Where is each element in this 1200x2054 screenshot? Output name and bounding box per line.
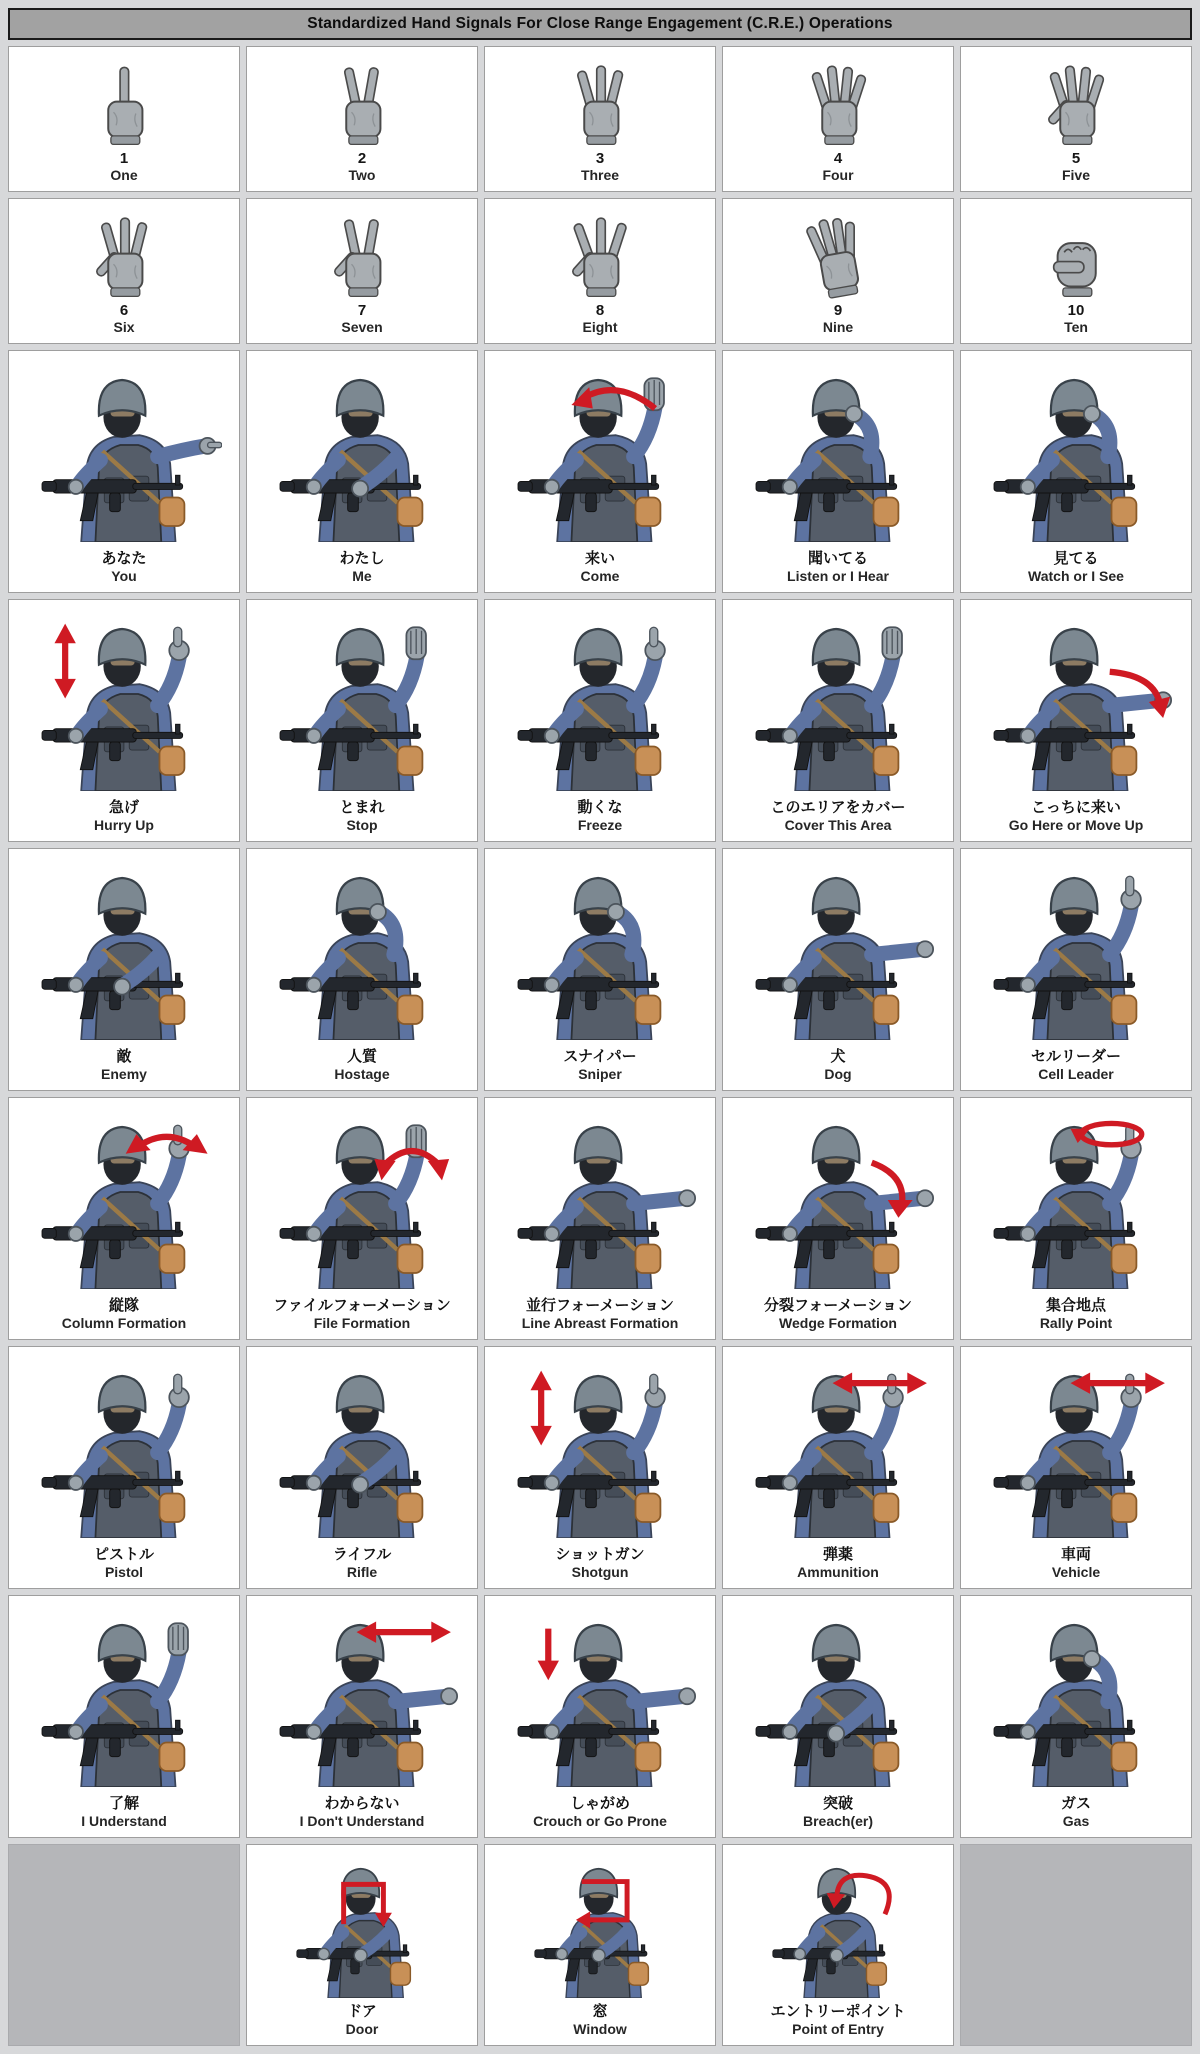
soldier-fist-up-art	[725, 1353, 951, 1546]
number-label: 6	[119, 301, 129, 319]
signal-label-english: Hurry Up	[94, 816, 154, 833]
signal-label-english: Vehicle	[1051, 1563, 1101, 1580]
signal-label-english: Stop	[346, 816, 378, 833]
soldier-back-arm-bent-icon	[740, 862, 936, 1040]
soldier-arm-sweep-icon	[978, 613, 1174, 791]
signal-row-2	[8, 198, 1192, 344]
signal-label-japanese: わからない	[324, 1794, 400, 1812]
hand-six-icon	[78, 205, 170, 301]
soldier-fingers-raised-art	[963, 855, 1189, 1048]
signal-label-japanese: 人質	[346, 1047, 377, 1065]
hand-six-art	[11, 205, 237, 302]
number-label: 4	[833, 149, 843, 167]
signal-label-english: Breach(er)	[802, 1812, 874, 1829]
soldier-pistol-gesture-art	[11, 855, 237, 1048]
signal-label-japanese: こっちに来い	[1031, 798, 1121, 816]
cell-come	[484, 350, 716, 593]
signal-label-english: Cover This Area	[784, 816, 892, 833]
soldier-two-fingers-up-icon	[26, 1111, 222, 1289]
number-label: 2	[357, 149, 367, 167]
cell-breach-er	[722, 1595, 954, 1838]
cell-file-formation	[246, 1097, 478, 1340]
signal-label-english: Hostage	[334, 1065, 390, 1082]
signal-label-japanese: 窓	[592, 2002, 608, 2020]
signal-label-japanese: セルリーダー	[1030, 1047, 1121, 1065]
cell-sniper	[484, 848, 716, 1091]
signal-row-9	[8, 1844, 1192, 2046]
cell-stop	[246, 599, 478, 842]
soldier-finger-up-art	[11, 1353, 237, 1546]
cell-window	[484, 1844, 716, 2046]
soldier-weapon-ready-art	[725, 1851, 951, 2003]
signal-row-8	[8, 1595, 1192, 1838]
number-word-label: Six	[113, 318, 135, 335]
signal-label-japanese: 急げ	[108, 798, 139, 816]
signal-label-english: Window	[573, 2020, 627, 2037]
soldier-arm-overhead-art	[725, 606, 951, 799]
signal-row-5	[8, 848, 1192, 1091]
hand-seven-art	[249, 205, 475, 302]
soldier-aiming-weapon-art	[249, 357, 475, 550]
red-double-arrow-horizontal-icon	[833, 1373, 927, 1394]
signal-label-japanese: 弾薬	[822, 1545, 853, 1563]
signal-label-english: Wedge Formation	[779, 1314, 897, 1331]
soldier-arm-raised-icon	[264, 1111, 460, 1289]
signal-label-japanese: とまれ	[339, 798, 385, 816]
number-word-label: Eight	[582, 318, 618, 335]
cell-pistol	[8, 1346, 240, 1589]
signal-label-japanese: ファイルフォーメーション	[273, 1296, 451, 1314]
soldier-pump-action-icon	[502, 1360, 698, 1538]
signal-label-japanese: ドア	[347, 2002, 377, 2020]
signal-label-japanese: 犬	[830, 1047, 846, 1065]
hand-seven-icon	[316, 205, 408, 301]
signal-label-english: I Understand	[81, 1812, 167, 1829]
signal-label-english: Door	[345, 2020, 379, 2037]
hand-four-art	[725, 53, 951, 150]
soldier-fist-raised-icon	[502, 613, 698, 791]
hand-ten-icon	[1030, 205, 1122, 301]
number-label: 7	[357, 301, 367, 319]
soldier-hand-to-ear-art	[725, 357, 951, 550]
soldier-flat-hand-wave-art	[249, 1602, 475, 1795]
signal-label-japanese: 動くな	[577, 798, 623, 816]
soldier-two-fingers-up-art	[11, 1104, 237, 1297]
soldier-fist-up-art	[963, 1353, 1189, 1546]
soldier-aiming-weapon-icon	[264, 364, 460, 542]
hand-three-icon	[554, 53, 646, 149]
cell-vehicle	[960, 1346, 1192, 1589]
signal-label-japanese: 分裂フォーメーション	[764, 1296, 912, 1314]
signal-label-english: Dog	[824, 1065, 852, 1082]
cell-watch-or-i-see	[960, 350, 1192, 593]
soldier-hand-to-ear-icon	[740, 364, 936, 542]
cell-ammunition	[722, 1346, 954, 1589]
signal-label-japanese: 来い	[584, 549, 615, 567]
signal-label-japanese: 車両	[1060, 1545, 1091, 1563]
empty-cell	[960, 1844, 1192, 2046]
number-word-label: Ten	[1064, 318, 1088, 335]
soldier-hand-cupped-eye-art	[487, 855, 713, 1048]
signal-label-japanese: 並行フォーメーション	[526, 1296, 674, 1314]
signal-label-english: You	[111, 567, 137, 584]
red-arrow-down-icon	[538, 1629, 559, 1681]
cell-one	[8, 46, 240, 192]
signal-label-english: Watch or I See	[1028, 567, 1124, 584]
soldier-ok-sign-art	[11, 1602, 237, 1795]
soldier-weapon-ready-icon	[284, 1856, 440, 1998]
empty-cell	[8, 1844, 240, 2046]
cell-point-of-entry	[722, 1844, 954, 2046]
number-label: 8	[595, 301, 605, 319]
cell-rally-point	[960, 1097, 1192, 1340]
signal-label-english: Go Here or Move Up	[1008, 816, 1144, 833]
signal-label-english: Point of Entry	[792, 2020, 884, 2037]
number-word-label: One	[110, 166, 138, 183]
signal-label-english: Rally Point	[1039, 1314, 1113, 1331]
hand-eight-art	[487, 205, 713, 302]
signal-label-english: Enemy	[101, 1065, 147, 1082]
hand-four-icon	[792, 53, 884, 149]
signal-label-english: Gas	[1062, 1812, 1090, 1829]
cell-shotgun	[484, 1346, 716, 1589]
soldier-finger-up-circling-icon	[978, 1111, 1174, 1289]
number-label: 10	[1067, 301, 1085, 319]
soldier-fist-raised-art	[487, 606, 713, 799]
soldier-arm-overhead-icon	[740, 613, 936, 791]
soldier-fingers-raised-icon	[978, 862, 1174, 1040]
signal-label-english: Cell Leader	[1038, 1065, 1114, 1082]
soldier-ok-sign-icon	[26, 1609, 222, 1787]
cell-hostage	[246, 848, 478, 1091]
soldier-palm-out-icon	[264, 613, 460, 791]
cell-go-here-or-move-up	[960, 599, 1192, 842]
signal-label-japanese: ガス	[1060, 1794, 1091, 1812]
soldier-rifle-held-up-icon	[264, 1360, 460, 1538]
cell-cell-leader	[960, 848, 1192, 1091]
hand-five-icon	[1030, 53, 1122, 149]
cell-cover-this-area	[722, 599, 954, 842]
signal-label-japanese: スナイパー	[563, 1047, 637, 1065]
cell-dog	[722, 848, 954, 1091]
soldier-arm-down-sweep-art	[725, 1104, 951, 1297]
signal-label-english: Freeze	[577, 816, 623, 833]
signal-label-japanese: あなた	[101, 549, 147, 567]
cell-seven	[246, 198, 478, 344]
signal-label-japanese: 見てる	[1053, 549, 1099, 567]
signal-label-japanese: 集合地点	[1045, 1296, 1106, 1314]
signal-row-3	[8, 350, 1192, 593]
signal-label-japanese: しゃがめ	[569, 1794, 630, 1812]
signal-label-english: Pistol	[104, 1563, 144, 1580]
soldier-flat-hand-wave-icon	[264, 1609, 460, 1787]
cell-wedge-formation	[722, 1097, 954, 1340]
cell-you	[8, 350, 240, 593]
cell-nine	[722, 198, 954, 344]
hand-one-art	[11, 53, 237, 150]
hand-two-icon	[316, 53, 408, 149]
soldier-back-arm-bent-art	[725, 855, 951, 1048]
red-double-curved-arrow-icon	[126, 1135, 208, 1155]
signal-label-japanese: 了解	[108, 1794, 139, 1812]
soldier-arm-raised-art	[487, 357, 713, 550]
soldier-hand-cupped-eye-icon	[502, 862, 698, 1040]
signal-label-english: Ammunition	[797, 1563, 879, 1580]
cell-i-understand	[8, 1595, 240, 1838]
cell-rifle	[246, 1346, 478, 1589]
cell-ten	[960, 198, 1192, 344]
signal-label-japanese: 突破	[822, 1794, 853, 1812]
signal-label-english: Sniper	[578, 1065, 622, 1082]
signal-label-japanese: このエリアをカバー	[770, 798, 906, 816]
signal-label-japanese: エントリーポイント	[770, 2002, 906, 2020]
soldier-rifle-held-up-art	[249, 1353, 475, 1546]
hand-nine-icon	[792, 205, 884, 301]
cell-five	[960, 46, 1192, 192]
soldier-fist-pump-icon	[26, 613, 222, 791]
soldier-palm-down-icon	[502, 1609, 698, 1787]
cell-gas	[960, 1595, 1192, 1838]
hand-two-art	[249, 53, 475, 150]
soldier-hand-to-eyes-art	[963, 357, 1189, 550]
number-label: 5	[1071, 149, 1081, 167]
signal-row-1	[8, 46, 1192, 192]
soldier-pointing-sideways-art	[11, 357, 237, 550]
soldier-arm-extended-art	[487, 1104, 713, 1297]
cell-line-abreast-formation	[484, 1097, 716, 1340]
signal-label-english: Listen or I Hear	[787, 567, 889, 584]
soldier-weapon-ready-icon	[522, 1856, 678, 1998]
cell-three	[484, 46, 716, 192]
soldier-fist-pump-art	[11, 606, 237, 799]
signal-label-english: Line Abreast Formation	[521, 1314, 679, 1331]
cell-four	[722, 46, 954, 192]
soldier-pistol-gesture-icon	[26, 862, 222, 1040]
number-word-label: Three	[580, 166, 620, 183]
soldier-holding-shotgun-art	[725, 1602, 951, 1795]
soldier-weapon-ready-art	[487, 1851, 713, 2003]
soldier-arm-raised-art	[249, 1104, 475, 1297]
signal-label-english: I Don't Understand	[299, 1812, 425, 1829]
hand-five-art	[963, 53, 1189, 150]
soldier-finger-up-circling-art	[963, 1104, 1189, 1297]
signal-row-7	[8, 1346, 1192, 1589]
signal-label-english: Crouch or Go Prone	[533, 1812, 667, 1829]
signal-row-6	[8, 1097, 1192, 1340]
red-double-arrow-horizontal-icon	[357, 1622, 451, 1643]
signal-label-english: Rifle	[346, 1563, 378, 1580]
signal-label-japanese: ライフル	[332, 1545, 392, 1563]
cell-crouch-or-go-prone	[484, 1595, 716, 1838]
soldier-finger-up-icon	[26, 1360, 222, 1538]
cell-me	[246, 350, 478, 593]
red-double-arrow-vertical-icon	[55, 624, 76, 699]
cell-column-formation	[8, 1097, 240, 1340]
signal-label-english: Column Formation	[61, 1314, 187, 1331]
cell-hurry-up	[8, 599, 240, 842]
signal-label-japanese: ピストル	[93, 1545, 154, 1563]
soldier-fist-up-icon	[740, 1360, 936, 1538]
soldier-weapon-ready-icon	[760, 1856, 916, 1998]
number-word-label: Nine	[822, 318, 854, 335]
hand-one-icon	[78, 53, 170, 149]
soldier-palm-down-art	[487, 1602, 713, 1795]
cell-enemy	[8, 848, 240, 1091]
number-label: 1	[119, 149, 129, 167]
signal-row-4	[8, 599, 1192, 842]
soldier-hand-over-face-art	[963, 1602, 1189, 1795]
hand-nine-art	[725, 205, 951, 302]
soldier-arm-down-sweep-icon	[740, 1111, 936, 1289]
chart-title: Standardized Hand Signals For Close Range Engagement (C.R.E.) Operations	[8, 8, 1192, 40]
soldier-hand-at-throat-icon	[264, 862, 460, 1040]
signal-label-english: Come	[580, 567, 620, 584]
signal-label-english: File Formation	[313, 1314, 411, 1331]
cell-door	[246, 1844, 478, 2046]
soldier-hand-over-face-icon	[978, 1609, 1174, 1787]
soldier-palm-out-art	[249, 606, 475, 799]
signal-label-japanese: ショットガン	[555, 1545, 645, 1563]
hand-three-art	[487, 53, 713, 150]
soldier-pump-action-art	[487, 1353, 713, 1546]
soldier-arm-sweep-art	[963, 606, 1189, 799]
number-word-label: Four	[822, 166, 854, 183]
red-double-arrow-vertical-icon	[531, 1371, 552, 1446]
cell-i-don-t-understand	[246, 1595, 478, 1838]
soldier-hand-at-throat-art	[249, 855, 475, 1048]
soldier-weapon-ready-art	[249, 1851, 475, 2003]
number-word-label: Five	[1061, 166, 1090, 183]
hand-ten-art	[963, 205, 1189, 302]
hand-eight-icon	[554, 205, 646, 301]
soldier-pointing-sideways-icon	[26, 364, 222, 542]
soldier-arm-extended-icon	[502, 1111, 698, 1289]
signal-label-japanese: 敵	[116, 1047, 132, 1065]
soldier-holding-shotgun-icon	[740, 1609, 936, 1787]
signal-label-japanese: 縦隊	[108, 1296, 139, 1314]
signal-label-japanese: わたし	[339, 549, 385, 567]
signal-label-english: Me	[352, 567, 372, 584]
soldier-hand-to-eyes-icon	[978, 364, 1174, 542]
cell-eight	[484, 198, 716, 344]
number-word-label: Seven	[341, 318, 383, 335]
red-double-arrow-horizontal-icon	[1071, 1373, 1165, 1394]
number-word-label: Two	[348, 166, 376, 183]
soldier-fist-up-icon	[978, 1360, 1174, 1538]
number-label: 3	[595, 149, 605, 167]
cell-six	[8, 198, 240, 344]
number-label: 9	[833, 301, 843, 319]
signal-grid	[8, 46, 1192, 2046]
cell-listen-or-i-hear	[722, 350, 954, 593]
signal-label-english: Shotgun	[571, 1563, 629, 1580]
cell-freeze	[484, 599, 716, 842]
soldier-arm-raised-icon	[502, 364, 698, 542]
signal-label-japanese: 聞いてる	[807, 549, 868, 567]
cell-two	[246, 46, 478, 192]
